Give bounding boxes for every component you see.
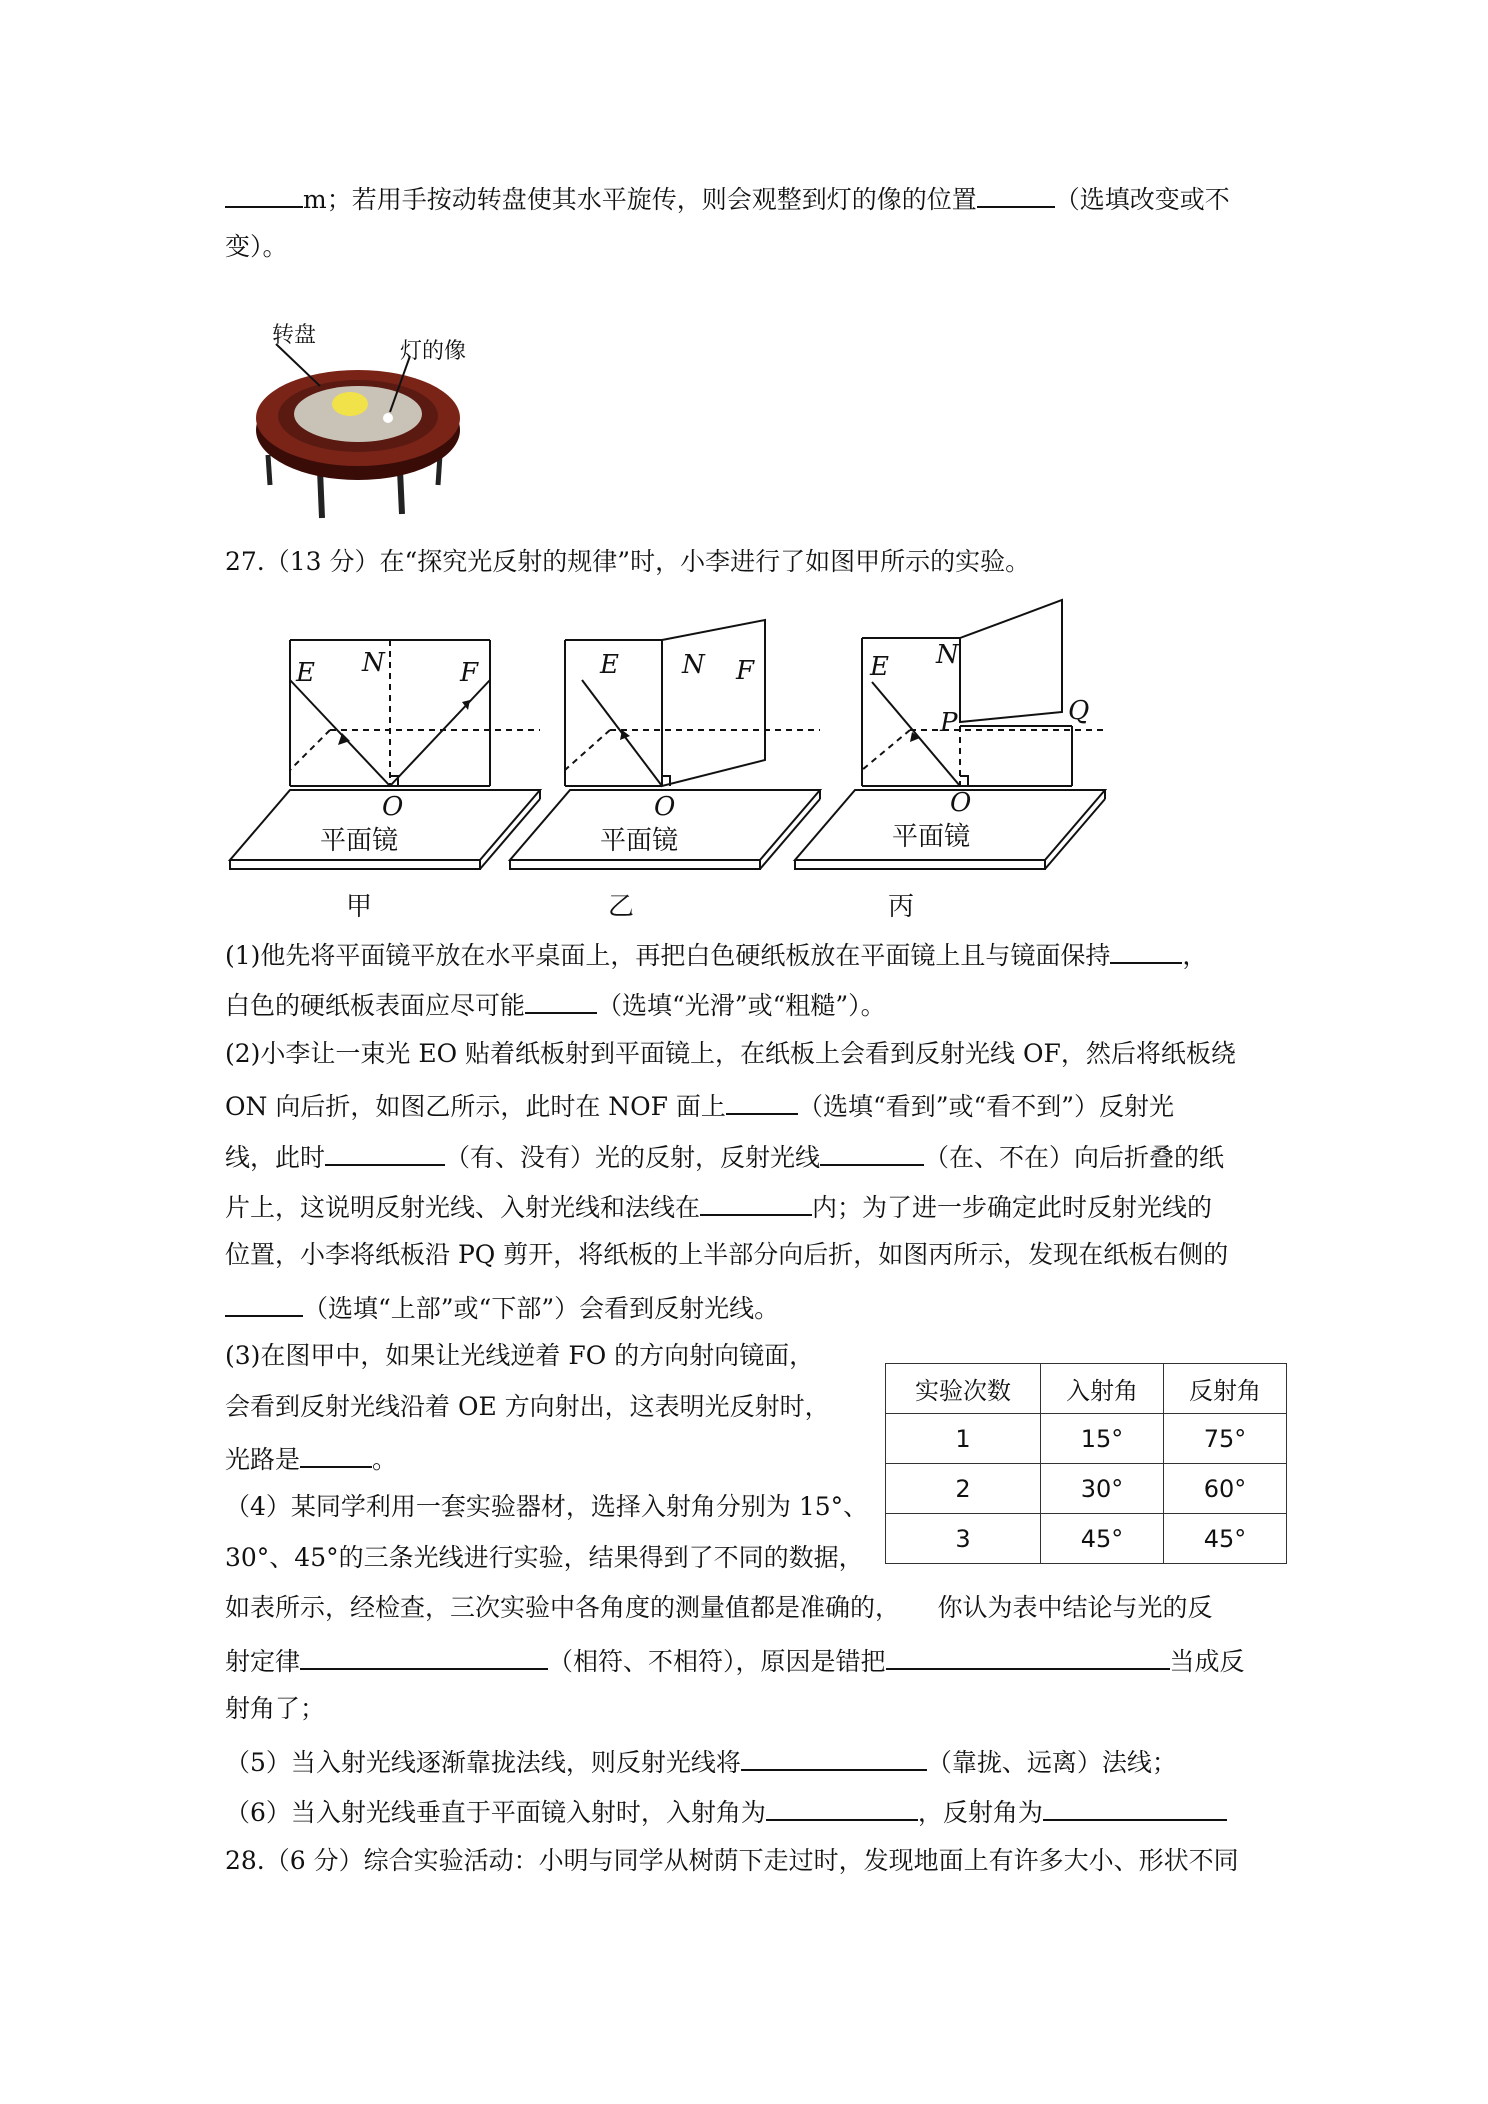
q26-line1: m；若用手按动转盘使其水平旋传，则会观整到灯的像的位置 （选填改变或不 bbox=[225, 180, 1230, 217]
answer-blank[interactable] bbox=[820, 1138, 924, 1166]
label-F-yi: F bbox=[736, 656, 755, 686]
q27-p2-line4: 片上，这说明反射光线、入射光线和法线在 内；为了进一步确定此时反射光线的 bbox=[225, 1188, 1212, 1225]
caption-yi: 乙 bbox=[608, 892, 635, 922]
answer-blank[interactable] bbox=[1043, 1793, 1227, 1821]
label-N-yi: N bbox=[682, 650, 705, 680]
q27-p4-line1: （4）某同学利用一套实验器材，选择入射角分别为 15°、 bbox=[225, 1492, 869, 1521]
table-header-row bbox=[886, 1364, 1287, 1414]
q27-p2-line1: (2)小李让一束光 EO 贴着纸板射到平面镜上，在纸板上会看到反射光线 OF，然后将纸板绕 bbox=[225, 1039, 1236, 1068]
label-turntable: 转盘 bbox=[272, 323, 317, 348]
label-P-bing: P bbox=[940, 708, 958, 738]
q27-p2-line2: ON 向后折，如图乙所示，此时在 NOF 面上 （选填“看到”或“看不到”）反射光 bbox=[225, 1087, 1174, 1124]
table-cell: 3 bbox=[886, 1514, 1041, 1564]
table-cell: 15° bbox=[1041, 1414, 1164, 1464]
table-cell: 30° bbox=[1041, 1464, 1164, 1514]
q27-heading: 27.（13 分）在“探究光反射的规律”时，小李进行了如图甲所示的实验。 bbox=[225, 547, 1031, 576]
table-header: 反射角 bbox=[1164, 1364, 1287, 1414]
label-O-bing: O bbox=[950, 788, 972, 818]
label-O-jia: O bbox=[382, 792, 404, 822]
table-cell: 45° bbox=[1164, 1514, 1287, 1564]
answer-blank[interactable] bbox=[726, 1087, 798, 1115]
label-mirror-yi: 平面镜 bbox=[600, 826, 679, 856]
table-row bbox=[886, 1464, 1287, 1514]
reflection-diagram bbox=[220, 590, 1120, 920]
q27-p3-line2: 会看到反射光线沿着 OE 方向射出，这表明光反射时， bbox=[225, 1392, 830, 1421]
label-lamp-image: 灯的像 bbox=[400, 339, 467, 364]
q27-p2-line5: 位置，小李将纸板沿 PQ 剪开，将纸板的上半部分向后折，如图丙所示，发现在纸板右侧的 bbox=[225, 1240, 1229, 1269]
label-F-jia: F bbox=[460, 658, 479, 688]
label-E-jia: E bbox=[296, 658, 315, 688]
table-cell: 75° bbox=[1164, 1414, 1287, 1464]
table-cell: 1 bbox=[886, 1414, 1041, 1464]
q27-p1-line2: 白色的硬纸板表面应尽可能 （选填“光滑”或“粗糙”）。 bbox=[225, 986, 886, 1023]
answer-blank[interactable] bbox=[225, 1289, 303, 1317]
table-cell: 45° bbox=[1041, 1514, 1164, 1564]
q26-line2: 变）。 bbox=[225, 232, 288, 261]
label-N-bing: N bbox=[936, 640, 959, 670]
answer-blank[interactable] bbox=[300, 1440, 372, 1468]
folded-upper-board-bing bbox=[960, 600, 1062, 722]
q27-p4-line3: 如表所示，经检查，三次实验中各角度的测量值都是准确的， 你认为表中结论与光的反 bbox=[225, 1593, 1213, 1622]
label-mirror-bing: 平面镜 bbox=[892, 822, 971, 852]
answer-blank[interactable] bbox=[886, 1642, 1170, 1670]
caption-bing: 丙 bbox=[888, 892, 915, 922]
answer-blank[interactable] bbox=[225, 180, 303, 208]
answer-blank[interactable] bbox=[1110, 936, 1182, 964]
q27-p6-line: （6）当入射光线垂直于平面镜入射时，入射角为 ，反射角为 bbox=[225, 1793, 1227, 1830]
answer-blank[interactable] bbox=[325, 1138, 445, 1166]
experiment-table bbox=[885, 1363, 1287, 1564]
answer-blank[interactable] bbox=[977, 180, 1055, 208]
q27-p2-line6: （选填“上部”或“下部”）会看到反射光线。 bbox=[225, 1289, 779, 1326]
table-header: 入射角 bbox=[1041, 1364, 1164, 1414]
table-row bbox=[886, 1514, 1287, 1564]
q27-p4-line4: 射定律 （相符、不相符），原因是错把 当成反 bbox=[225, 1642, 1245, 1679]
answer-blank[interactable] bbox=[766, 1793, 918, 1821]
answer-blank[interactable] bbox=[525, 986, 597, 1014]
q27-p4-line5: 射角了； bbox=[225, 1694, 326, 1723]
table-row bbox=[886, 1414, 1287, 1464]
answer-blank[interactable] bbox=[300, 1642, 548, 1670]
table-cell: 60° bbox=[1164, 1464, 1287, 1514]
reflection-figures bbox=[220, 590, 1120, 920]
q27-p4-line2: 30°、45°的三条光线进行实验，结果得到了不同的数据， bbox=[225, 1543, 864, 1572]
experiment-table-wrap bbox=[885, 1363, 1287, 1564]
label-E-yi: E bbox=[600, 650, 619, 680]
label-Q-bing: Q bbox=[1068, 696, 1090, 726]
q28-line1: 28.（6 分）综合实验活动：小明与同学从树荫下走过时，发现地面上有许多大小、形状不同 bbox=[225, 1846, 1239, 1875]
label-O-yi: O bbox=[654, 792, 676, 822]
turntable-photo bbox=[240, 320, 480, 520]
label-E-bing: E bbox=[870, 652, 889, 682]
q27-p1-line1: (1)他先将平面镜平放在水平桌面上，再把白色硬纸板放在平面镜上且与镜面保持 ， bbox=[225, 936, 1207, 973]
table-header: 实验次数 bbox=[886, 1364, 1041, 1414]
q27-p2-line3: 线，此时 （有、没有）光的反射，反射光线 （在、不在）向后折叠的纸 bbox=[225, 1138, 1224, 1175]
folded-board-yi bbox=[662, 620, 765, 786]
q27-p3-line1: (3)在图甲中，如果让光线逆着 FO 的方向射向镜面， bbox=[225, 1341, 815, 1370]
answer-blank[interactable] bbox=[741, 1743, 927, 1771]
caption-jia: 甲 bbox=[346, 892, 373, 922]
table-cell: 2 bbox=[886, 1464, 1041, 1514]
label-mirror-jia: 平面镜 bbox=[320, 826, 399, 856]
q27-p3-line3: 光路是 。 bbox=[225, 1440, 397, 1477]
answer-blank[interactable] bbox=[700, 1188, 812, 1216]
q27-p5-line: （5）当入射光线逐渐靠拢法线，则反射光线将 （靠拢、远离）法线； bbox=[225, 1743, 1177, 1780]
label-N-jia: N bbox=[362, 648, 385, 678]
